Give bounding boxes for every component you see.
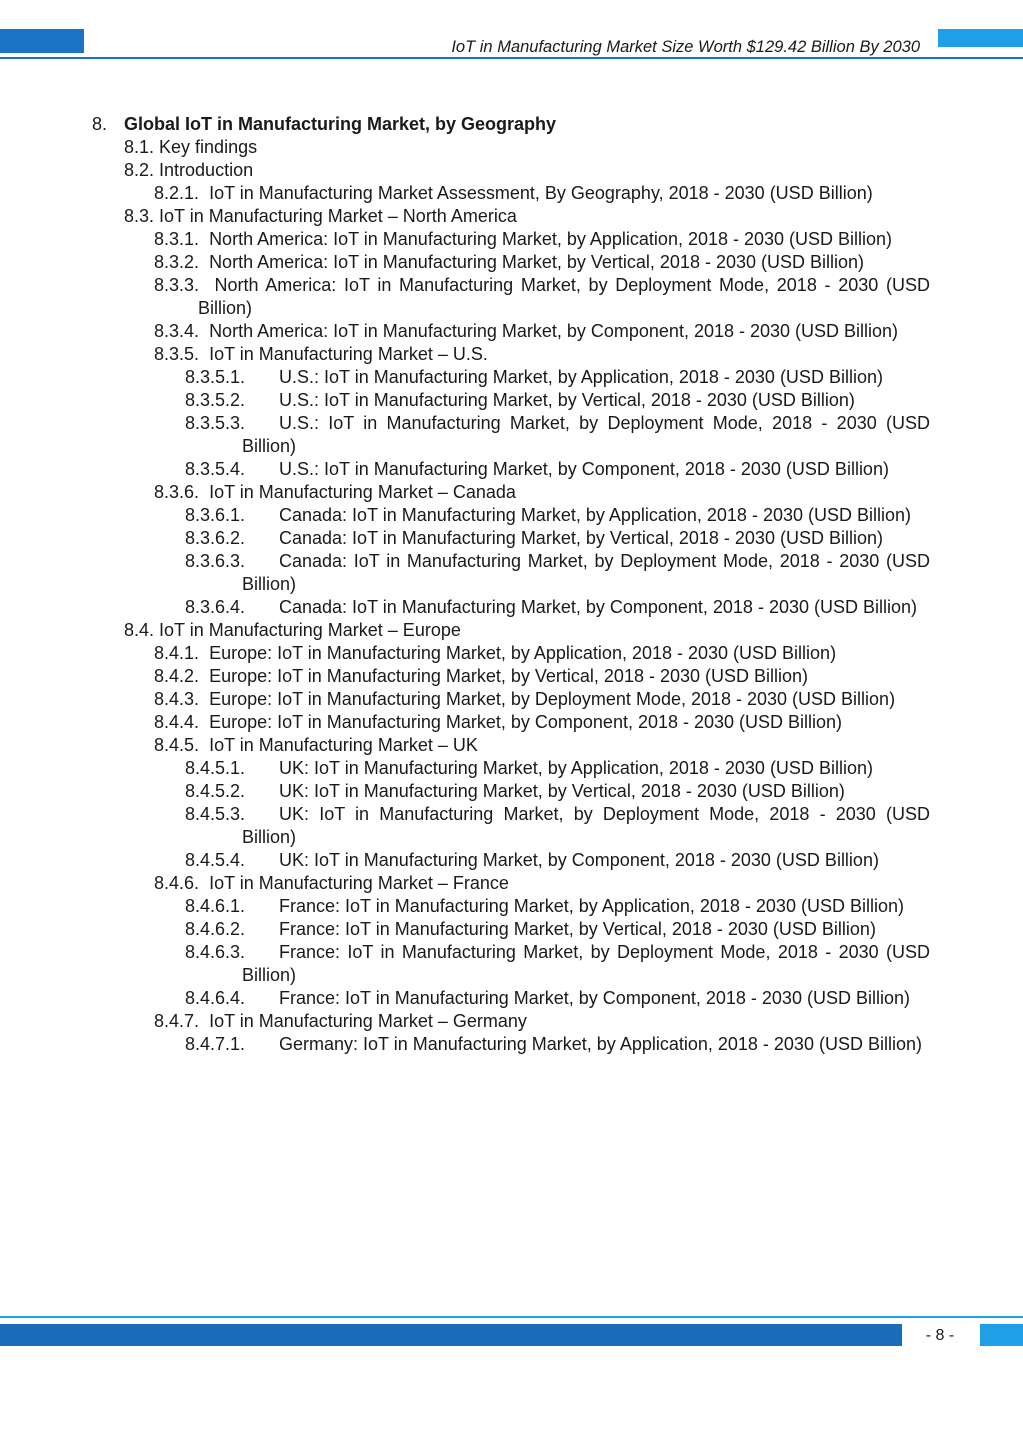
toc-entry-text: Canada: IoT in Manufacturing Market, by Deployment Mode, 2018 - 2030 (USD Billion)	[242, 551, 930, 594]
toc-entry	[92, 159, 930, 182]
toc-entry-text: North America: IoT in Manufacturing Market, by Component, 2018 - 2030 (USD Billion)	[209, 321, 899, 341]
footer-divider	[0, 1316, 1023, 1318]
toc-entry	[92, 1033, 930, 1056]
toc-entry-number: 8.3.5.1.	[185, 367, 246, 387]
toc-entry	[92, 1010, 930, 1033]
toc-entry	[92, 251, 930, 274]
toc-entry-number: 8.4.5.2.	[185, 781, 246, 801]
toc-entry	[92, 136, 930, 159]
toc-entry-number: 8.4.6.4.	[185, 988, 246, 1008]
toc-entry	[92, 619, 930, 642]
header-divider	[0, 57, 1023, 59]
toc-entry	[92, 688, 930, 711]
toc-entry-text: Canada: IoT in Manufacturing Market, by Application, 2018 - 2030 (USD Billion)	[279, 505, 912, 525]
toc-entry-number: 8.2.1.	[154, 183, 200, 203]
toc-entry	[92, 757, 930, 780]
toc-entry	[92, 504, 930, 527]
toc-entry	[92, 527, 930, 550]
toc-entry-text: France: IoT in Manufacturing Market, by Application, 2018 - 2030 (USD Billion)	[279, 896, 904, 916]
toc-entry-text: IoT in Manufacturing Market – Germany	[209, 1011, 527, 1031]
toc-entry	[92, 458, 930, 481]
toc-entry-number: 8.3.6.4.	[185, 597, 246, 617]
toc-entry	[92, 665, 930, 688]
toc-entry	[92, 366, 930, 389]
toc-entry-text: IoT in Manufacturing Market – UK	[209, 735, 478, 755]
header-accent-right	[938, 29, 1023, 47]
toc-entry-text: 8.4. IoT in Manufacturing Market – Europe	[124, 620, 461, 640]
toc-entry	[92, 274, 930, 320]
toc-entry-text: France: IoT in Manufacturing Market, by Vertical, 2018 - 2030 (USD Billion)	[279, 919, 876, 939]
toc-entry-text: Canada: IoT in Manufacturing Market, by Component, 2018 - 2030 (USD Billion)	[279, 597, 917, 617]
toc-entry-text: Canada: IoT in Manufacturing Market, by Vertical, 2018 - 2030 (USD Billion)	[279, 528, 883, 548]
toc-entry-text: France: IoT in Manufacturing Market, by Component, 2018 - 2030 (USD Billion)	[279, 988, 910, 1008]
toc-entry-number: 8.4.7.1.	[185, 1034, 246, 1054]
toc-entry	[92, 734, 930, 757]
toc-entry-number: 8.3.5.2.	[185, 390, 246, 410]
toc-entry-number: 8.3.2.	[154, 252, 200, 272]
toc-entry-text: Germany: IoT in Manufacturing Market, by Application, 2018 - 2030 (USD Billion)	[279, 1034, 922, 1054]
toc-entry-text: France: IoT in Manufacturing Market, by Deployment Mode, 2018 - 2030 (USD Billion)	[242, 942, 930, 985]
toc-entry	[92, 481, 930, 504]
toc-entry-text: UK: IoT in Manufacturing Market, by Deployment Mode, 2018 - 2030 (USD Billion)	[242, 804, 930, 847]
toc-entry	[92, 182, 930, 205]
toc-entry-number: 8.4.6.	[154, 873, 200, 893]
toc-entry	[92, 205, 930, 228]
toc-entry-number: 8.4.3.	[154, 689, 200, 709]
toc-entry-number: 8.4.6.3.	[185, 942, 246, 962]
toc-entry-number: 8.4.5.1.	[185, 758, 246, 778]
toc-entry-text: 8.3. IoT in Manufacturing Market – North America	[124, 206, 517, 226]
toc-entry	[92, 412, 930, 458]
toc-entry-number: 8.3.3.	[154, 275, 200, 295]
toc-entry	[92, 803, 930, 849]
toc-entry-text: North America: IoT in Manufacturing Market, by Application, 2018 - 2030 (USD Billion)	[209, 229, 893, 249]
toc-entry-text: U.S.: IoT in Manufacturing Market, by Deployment Mode, 2018 - 2030 (USD Billion)	[242, 413, 930, 456]
toc-entry-number: 8.3.6.	[154, 482, 200, 502]
toc-entry-text: UK: IoT in Manufacturing Market, by Component, 2018 - 2030 (USD Billion)	[279, 850, 879, 870]
toc-entry-number: 8.4.6.2.	[185, 919, 246, 939]
toc-entry	[92, 642, 930, 665]
toc-entry-text: North America: IoT in Manufacturing Market, by Vertical, 2018 - 2030 (USD Billion)	[209, 252, 865, 272]
toc-entry-text: 8.2. Introduction	[124, 160, 254, 180]
toc-entry-text: Europe: IoT in Manufacturing Market, by Application, 2018 - 2030 (USD Billion)	[209, 643, 837, 663]
toc-entry-number: 8.4.5.3.	[185, 804, 246, 824]
toc-entry-number: 8.3.1.	[154, 229, 200, 249]
toc-entry-text: IoT in Manufacturing Market – Canada	[209, 482, 516, 502]
header-accent-left	[0, 29, 84, 53]
toc-entry-text: IoT in Manufacturing Market – U.S.	[209, 344, 488, 364]
toc-entry-text: U.S.: IoT in Manufacturing Market, by Application, 2018 - 2030 (USD Billion)	[279, 367, 883, 387]
toc-entry	[92, 343, 930, 366]
toc-entry-number: 8.3.5.3.	[185, 413, 246, 433]
page-number: - 8 -	[925, 1327, 955, 1344]
toc-entry-number: 8.4.1.	[154, 643, 200, 663]
footer-bar	[0, 1324, 902, 1346]
toc-entry-text: U.S.: IoT in Manufacturing Market, by Component, 2018 - 2030 (USD Billion)	[279, 459, 889, 479]
toc-entry-text: IoT in Manufacturing Market – France	[209, 873, 509, 893]
toc-entry	[92, 596, 930, 619]
toc-entry-text: UK: IoT in Manufacturing Market, by Vertical, 2018 - 2030 (USD Billion)	[279, 781, 845, 801]
toc-entry-number: 8.3.5.	[154, 344, 200, 364]
toc-section-title: Global IoT in Manufacturing Market, by Geography	[124, 114, 557, 134]
toc-entry-text: Europe: IoT in Manufacturing Market, by Deployment Mode, 2018 - 2030 (USD Billion)	[209, 689, 896, 709]
toc-entry	[92, 849, 930, 872]
toc-entry-text: Europe: IoT in Manufacturing Market, by Component, 2018 - 2030 (USD Billion)	[209, 712, 843, 732]
toc-section-number: 8.	[92, 114, 108, 134]
toc-entry-text: 8.1. Key findings	[124, 137, 258, 157]
toc-entry	[92, 987, 930, 1010]
toc-entry-text: U.S.: IoT in Manufacturing Market, by Vertical, 2018 - 2030 (USD Billion)	[279, 390, 855, 410]
toc-entry	[92, 320, 930, 343]
toc-entry-text: UK: IoT in Manufacturing Market, by Application, 2018 - 2030 (USD Billion)	[279, 758, 873, 778]
toc-entry-number: 8.3.6.1.	[185, 505, 246, 525]
toc-entry-number: 8.4.5.	[154, 735, 200, 755]
toc-entry	[92, 941, 930, 987]
toc-entry	[92, 895, 930, 918]
toc-entry-text: North America: IoT in Manufacturing Market, by Deployment Mode, 2018 - 2030 (USD Billion)	[198, 275, 930, 318]
toc-entry-number: 8.4.5.4.	[185, 850, 246, 870]
footer-accent-right	[980, 1324, 1023, 1346]
toc-entry-number: 8.4.4.	[154, 712, 200, 732]
toc-entry	[92, 389, 930, 412]
header-title: IoT in Manufacturing Market Size Worth $129.42 Billion By 2030	[451, 38, 920, 56]
toc-section-heading	[92, 113, 930, 136]
toc-entry-number: 8.3.6.2.	[185, 528, 246, 548]
toc-entry	[92, 918, 930, 941]
toc-entry	[92, 780, 930, 803]
toc-entry	[92, 711, 930, 734]
toc-entry-number: 8.3.4.	[154, 321, 200, 341]
toc-entry	[92, 550, 930, 596]
toc-entry-number: 8.3.6.3.	[185, 551, 246, 571]
toc-entry-text: Europe: IoT in Manufacturing Market, by Vertical, 2018 - 2030 (USD Billion)	[209, 666, 809, 686]
table-of-contents	[92, 113, 930, 1056]
toc-entry-number: 8.4.2.	[154, 666, 200, 686]
toc-entry	[92, 872, 930, 895]
toc-entry	[92, 228, 930, 251]
toc-entry-number: 8.3.5.4.	[185, 459, 246, 479]
toc-entry-text: IoT in Manufacturing Market Assessment, By Geography, 2018 - 2030 (USD Billion)	[209, 183, 873, 203]
toc-entry-number: 8.4.7.	[154, 1011, 200, 1031]
toc-entry-number: 8.4.6.1.	[185, 896, 246, 916]
